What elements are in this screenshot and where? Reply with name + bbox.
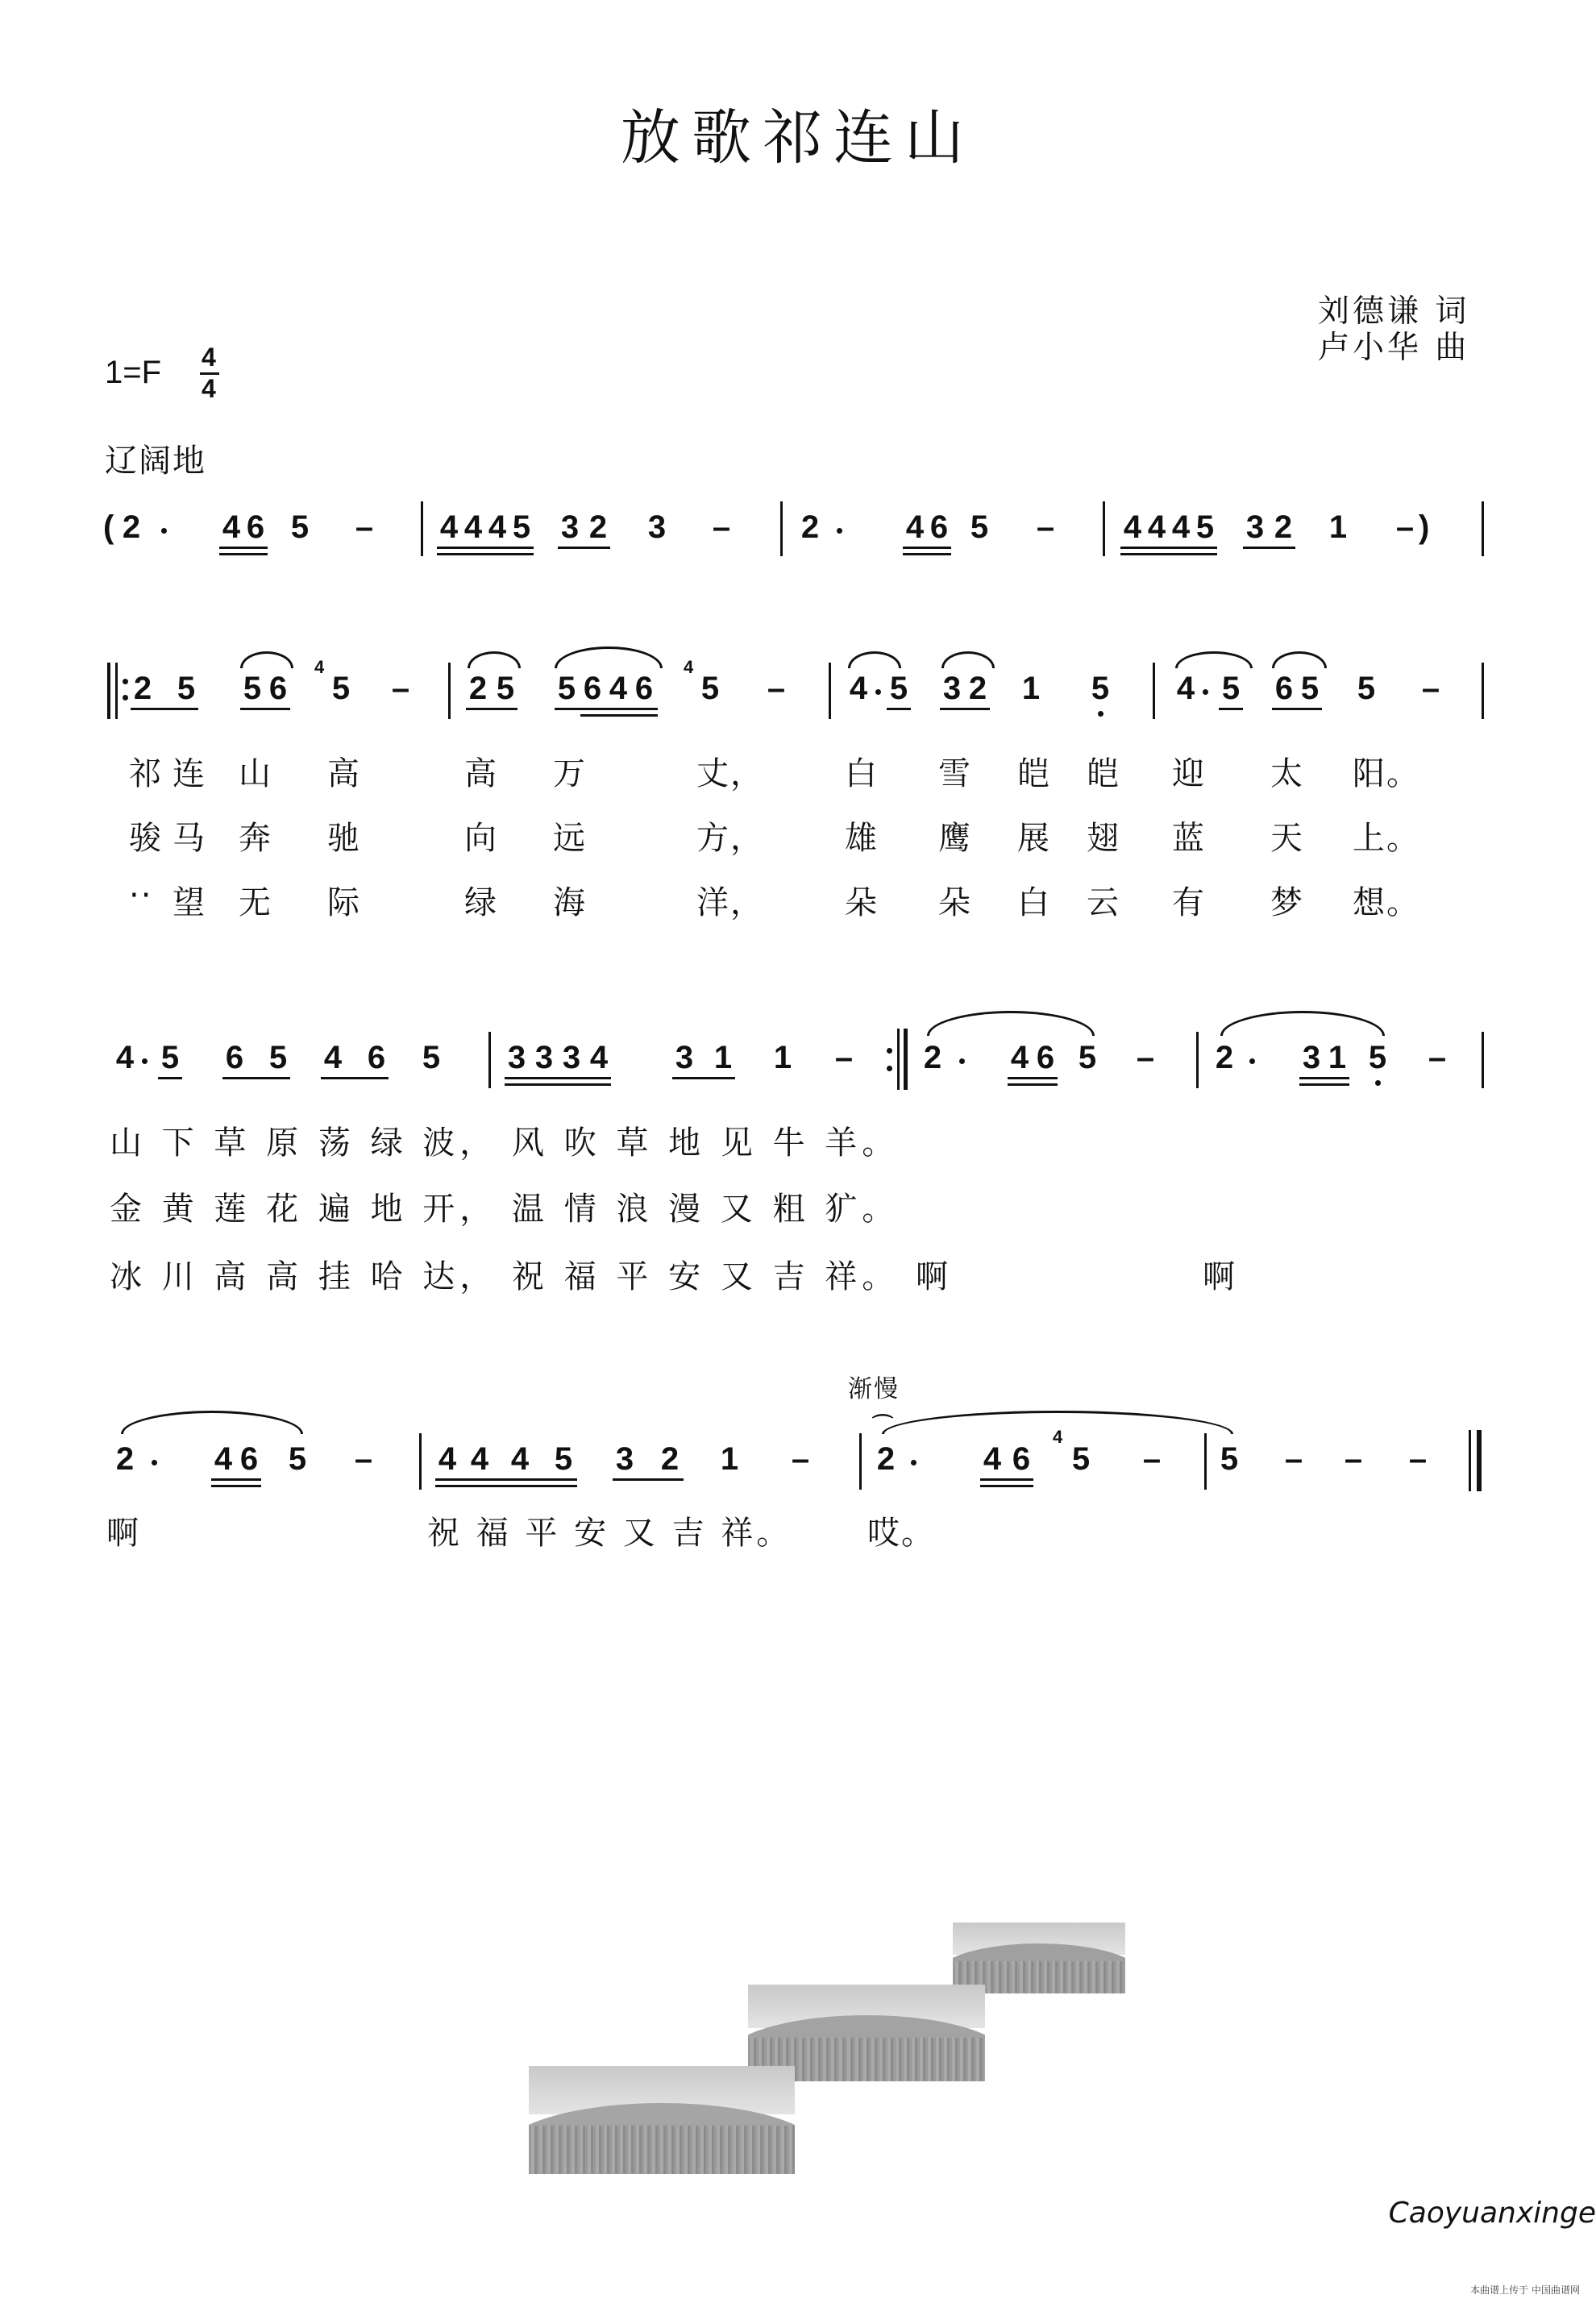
time-signature-bottom: 4 (202, 374, 216, 403)
aug-dot (142, 1058, 148, 1064)
underline (158, 1077, 182, 1079)
aug-dot (875, 689, 881, 695)
lyric-char: 朵 (845, 884, 879, 921)
dash: – (834, 1040, 854, 1075)
underline (940, 708, 990, 710)
repeat-start-thick (107, 663, 110, 719)
note: 2 (923, 1040, 942, 1075)
lyric-char: 想。 (1353, 884, 1420, 921)
slur (1220, 1011, 1385, 1036)
dash: – (355, 509, 374, 545)
underline (435, 1478, 577, 1481)
octave-dot (1098, 711, 1103, 717)
page-title: 放歌祁连山 (621, 103, 975, 173)
note: 2 (1274, 509, 1293, 545)
dash: – (712, 509, 731, 545)
lyric-line-v3: 冰 川 高 高 挂 哈 达， 祝 福 平 安 又 吉 祥。 (110, 1258, 900, 1295)
note: 4 (849, 671, 868, 706)
lyric-char: 蓝 (1172, 820, 1206, 857)
note: 1 (713, 1040, 733, 1075)
key-signature: 1=F (105, 355, 162, 390)
underline (1299, 1083, 1349, 1086)
barline (1103, 501, 1105, 556)
final-barline-thick (1477, 1430, 1482, 1491)
lyric-char: 雄 (845, 820, 879, 857)
note: 4 (214, 1441, 233, 1477)
note: 5 (557, 671, 576, 706)
lyric-char: 祁 (129, 755, 163, 792)
slur (240, 651, 293, 668)
underline (240, 708, 290, 710)
barline (1204, 1433, 1207, 1490)
underline (1008, 1083, 1058, 1086)
octave-dot (1375, 1080, 1381, 1086)
underline (219, 553, 268, 555)
note: 2 (660, 1441, 680, 1477)
note: 4 (222, 509, 241, 545)
lyric-char: 向 (464, 820, 498, 857)
lyric-char: 皑 (1017, 755, 1051, 792)
aug-dot (959, 1058, 965, 1064)
underline (131, 708, 198, 710)
note: 5 (243, 671, 262, 706)
underline (558, 547, 610, 549)
note: 5 (970, 509, 989, 545)
lyric-char: 翅 (1087, 820, 1120, 857)
lyric-char: 云 (1087, 884, 1120, 921)
fermata-icon: ⌒ (872, 1413, 894, 1437)
barline (488, 1032, 491, 1088)
underline (435, 1485, 577, 1487)
lyric-char: 朵 (938, 884, 972, 921)
note: 5 (177, 671, 196, 706)
underline (321, 1077, 389, 1079)
barline (1482, 501, 1484, 556)
note: 5 (422, 1040, 441, 1075)
lyric-char: 驰 (327, 820, 361, 857)
repeat-dot (887, 1048, 892, 1054)
note: 2 (1215, 1040, 1234, 1075)
note: 4 (488, 509, 507, 545)
note: 4 (1123, 509, 1142, 545)
note: 3 (562, 1040, 581, 1075)
note: 3 (942, 671, 962, 706)
underline (903, 547, 951, 549)
slur (941, 651, 995, 668)
lyric-char: 洋， (696, 884, 764, 921)
note: 2 (122, 509, 141, 545)
lyric-char: 奔 (239, 820, 272, 857)
final-barline-thin (1469, 1430, 1471, 1491)
lyric-char: 梦 (1270, 884, 1304, 921)
lyric-ah: 啊 (916, 1258, 950, 1295)
lyric-char: 高 (464, 755, 498, 792)
underline (555, 708, 658, 710)
lyricist-credit: 刘德谦 词 (1318, 293, 1470, 330)
lyric-char: 高 (327, 755, 361, 792)
dash: – (1036, 509, 1055, 545)
lyric-char: 马 (172, 820, 206, 857)
note: 6 (1012, 1441, 1031, 1477)
note: 5 (1368, 1040, 1387, 1075)
lyric-char: 阳。 (1353, 755, 1420, 792)
barline (1196, 1032, 1199, 1088)
slur (121, 1411, 303, 1434)
grace-note: 4 (1053, 1427, 1063, 1447)
underline (505, 1083, 611, 1086)
note: 5 (512, 509, 531, 545)
note: 2 (968, 671, 987, 706)
barline (780, 501, 783, 556)
underline (1243, 547, 1295, 549)
underline (222, 1077, 290, 1079)
note: 1 (1328, 1040, 1347, 1075)
note: 4 (510, 1441, 530, 1477)
grace-note: 4 (314, 657, 325, 677)
lyric-ah: 啊 (1203, 1258, 1236, 1295)
note: 4 (1176, 671, 1195, 706)
lyric-line-v1: 山 下 草 原 荡 绿 波， 风 吹 草 地 见 牛 羊。 (110, 1124, 900, 1162)
note: 2 (588, 509, 608, 545)
lyric-char: 雪 (938, 755, 972, 792)
note: 5 (554, 1441, 573, 1477)
note: 3 (507, 1040, 526, 1075)
note: 2 (133, 671, 152, 706)
note: 5 (1078, 1040, 1097, 1075)
lyric-char: 海 (553, 884, 587, 921)
site-watermark: Caoyuanxinge (1388, 2197, 1596, 2230)
repeat-end-thin (897, 1029, 900, 1090)
dash: – (1136, 1040, 1155, 1075)
ritardando-marking: 渐慢 (848, 1375, 900, 1403)
aug-dot (1249, 1058, 1255, 1064)
lyric-char: 际 (327, 884, 361, 921)
note: 5 (1221, 671, 1241, 706)
note: 3 (675, 1040, 694, 1075)
lyric-char: 丈， (696, 755, 764, 792)
note: 4 (589, 1040, 609, 1075)
note: 5 (1195, 509, 1215, 545)
note: 6 (1274, 671, 1294, 706)
note: 5 (1091, 671, 1110, 706)
note: 4 (905, 509, 925, 545)
note: 5 (1357, 671, 1376, 706)
note: 5 (889, 671, 908, 706)
dash: – (1408, 1441, 1428, 1477)
note: 6 (367, 1040, 386, 1075)
lyric-ai: 哎。 (867, 1515, 935, 1552)
note: 4 (609, 671, 628, 706)
slur (1175, 651, 1253, 668)
note: 3 (615, 1441, 634, 1477)
lyric-char: 山 (239, 755, 272, 792)
underline (1219, 708, 1243, 710)
slur (555, 646, 663, 668)
paren-close: ) (1419, 509, 1430, 545)
note: 5 (700, 671, 720, 706)
lyric-char: 展 (1017, 820, 1051, 857)
aug-dot (837, 528, 842, 534)
lyric-char: 无 (239, 884, 272, 921)
note: 6 (246, 509, 265, 545)
underline (672, 1077, 735, 1079)
dash: – (1395, 509, 1415, 545)
underline (211, 1478, 261, 1481)
note: 5 (268, 1040, 288, 1075)
note: 3 (1302, 1040, 1321, 1075)
underline (1299, 1077, 1349, 1079)
underline (437, 553, 534, 555)
note: 4 (983, 1441, 1002, 1477)
lyric-char: 绿 (464, 884, 498, 921)
note: 2 (876, 1441, 896, 1477)
note: 5 (160, 1040, 180, 1075)
dash: – (354, 1441, 373, 1477)
note: 4 (470, 1441, 489, 1477)
dash: – (1421, 671, 1440, 706)
note: 3 (534, 1040, 554, 1075)
note: 6 (1036, 1040, 1055, 1075)
barline (1153, 663, 1155, 719)
dash: – (791, 1441, 810, 1477)
slur (468, 651, 521, 668)
underline (613, 1478, 684, 1481)
lyric-char: 连 (172, 755, 206, 792)
aug-dot (152, 1460, 157, 1465)
composer-credit: 卢小华 曲 (1318, 330, 1470, 366)
note: 6 (268, 671, 288, 706)
note: 2 (115, 1441, 135, 1477)
note: 6 (634, 671, 654, 706)
repeat-start-thin (115, 663, 118, 719)
repeat-dot (123, 679, 128, 684)
barline (419, 1433, 422, 1490)
note: 6 (583, 671, 602, 706)
lyric-char: 天 (1270, 820, 1304, 857)
lyric-char: 上。 (1353, 820, 1420, 857)
lyric-char: 迎 (1172, 755, 1206, 792)
dash: – (1428, 1040, 1447, 1075)
underline (580, 714, 658, 717)
lyric-char: 鹰 (938, 820, 972, 857)
repeat-end-thick (904, 1029, 908, 1090)
repeat-dot (123, 695, 128, 700)
dash: – (767, 671, 786, 706)
underline (211, 1485, 261, 1487)
paren-open: ( (103, 509, 114, 545)
lyric-char: 骏 (129, 820, 163, 857)
time-signature-top: 4 (202, 343, 216, 372)
lyric-ending: 祝 福 平 安 又 吉 祥。 (427, 1515, 792, 1552)
note: 4 (1171, 509, 1191, 545)
lyric-char: ·· (129, 877, 153, 914)
note: 4 (439, 509, 459, 545)
barline (829, 663, 831, 719)
note: 4 (115, 1040, 135, 1075)
note: 5 (1220, 1441, 1239, 1477)
note: 4 (438, 1441, 457, 1477)
barline (448, 663, 451, 719)
lyric-char: 白 (845, 755, 879, 792)
underline (980, 1485, 1033, 1487)
slur (1272, 651, 1327, 668)
lyric-char: 太 (1270, 755, 1304, 792)
note: 5 (331, 671, 351, 706)
dash: – (1344, 1441, 1363, 1477)
lyric-char: 有 (1172, 884, 1206, 921)
note: 2 (800, 509, 820, 545)
note: 2 (468, 671, 488, 706)
dash: – (1284, 1441, 1303, 1477)
note: 4 (323, 1040, 343, 1075)
aug-dot (1203, 689, 1208, 695)
barline (1482, 1032, 1484, 1088)
underline (437, 547, 534, 549)
note: 3 (1245, 509, 1265, 545)
note: 5 (1300, 671, 1320, 706)
underline (1272, 708, 1322, 710)
note: 6 (929, 509, 949, 545)
underline (903, 553, 951, 555)
note: 5 (1071, 1441, 1091, 1477)
underline (1120, 553, 1217, 555)
underline (887, 708, 911, 710)
lyric-char: 白 (1017, 884, 1051, 921)
note: 1 (720, 1441, 739, 1477)
note: 1 (773, 1040, 792, 1075)
tempo-marking: 辽阔地 (105, 443, 206, 480)
lyric-char: 望 (172, 884, 206, 921)
note: 3 (560, 509, 580, 545)
upload-note: 本曲谱上传于 中国曲谱网 (1470, 2284, 1580, 2296)
aug-dot (161, 528, 167, 534)
lyric-char: 皑 (1087, 755, 1120, 792)
slur (927, 1011, 1095, 1036)
underline (219, 547, 268, 549)
note: 5 (288, 1441, 307, 1477)
repeat-dot (887, 1066, 892, 1071)
note: 1 (1328, 509, 1348, 545)
underline (505, 1077, 611, 1079)
note: 5 (496, 671, 515, 706)
underline (980, 1478, 1033, 1481)
lyric-ah: 啊 (106, 1515, 140, 1552)
note: 4 (463, 509, 483, 545)
grace-note: 4 (684, 657, 694, 677)
aug-dot (911, 1460, 916, 1465)
barline (421, 501, 423, 556)
barline (859, 1433, 862, 1490)
underline (1120, 547, 1217, 549)
underline (1008, 1077, 1058, 1079)
lyric-char: 万 (553, 755, 587, 792)
note: 6 (225, 1040, 244, 1075)
note: 4 (1010, 1040, 1029, 1075)
grassland-photo (529, 2066, 795, 2174)
lyric-char: 远 (553, 820, 587, 857)
slur (848, 651, 901, 668)
lyric-line-v2: 金 黄 莲 花 遍 地 开， 温 情 浪 漫 又 粗 犷。 (110, 1191, 900, 1228)
underline (466, 708, 517, 710)
note: 1 (1021, 671, 1041, 706)
note: 4 (1147, 509, 1166, 545)
grassland-photo (953, 1923, 1125, 1993)
note: 6 (239, 1441, 259, 1477)
lyric-char: 方， (696, 820, 764, 857)
dash: – (1142, 1441, 1162, 1477)
note: 3 (647, 509, 667, 545)
barline (1482, 663, 1484, 719)
note: 5 (290, 509, 310, 545)
dash: – (391, 671, 410, 706)
